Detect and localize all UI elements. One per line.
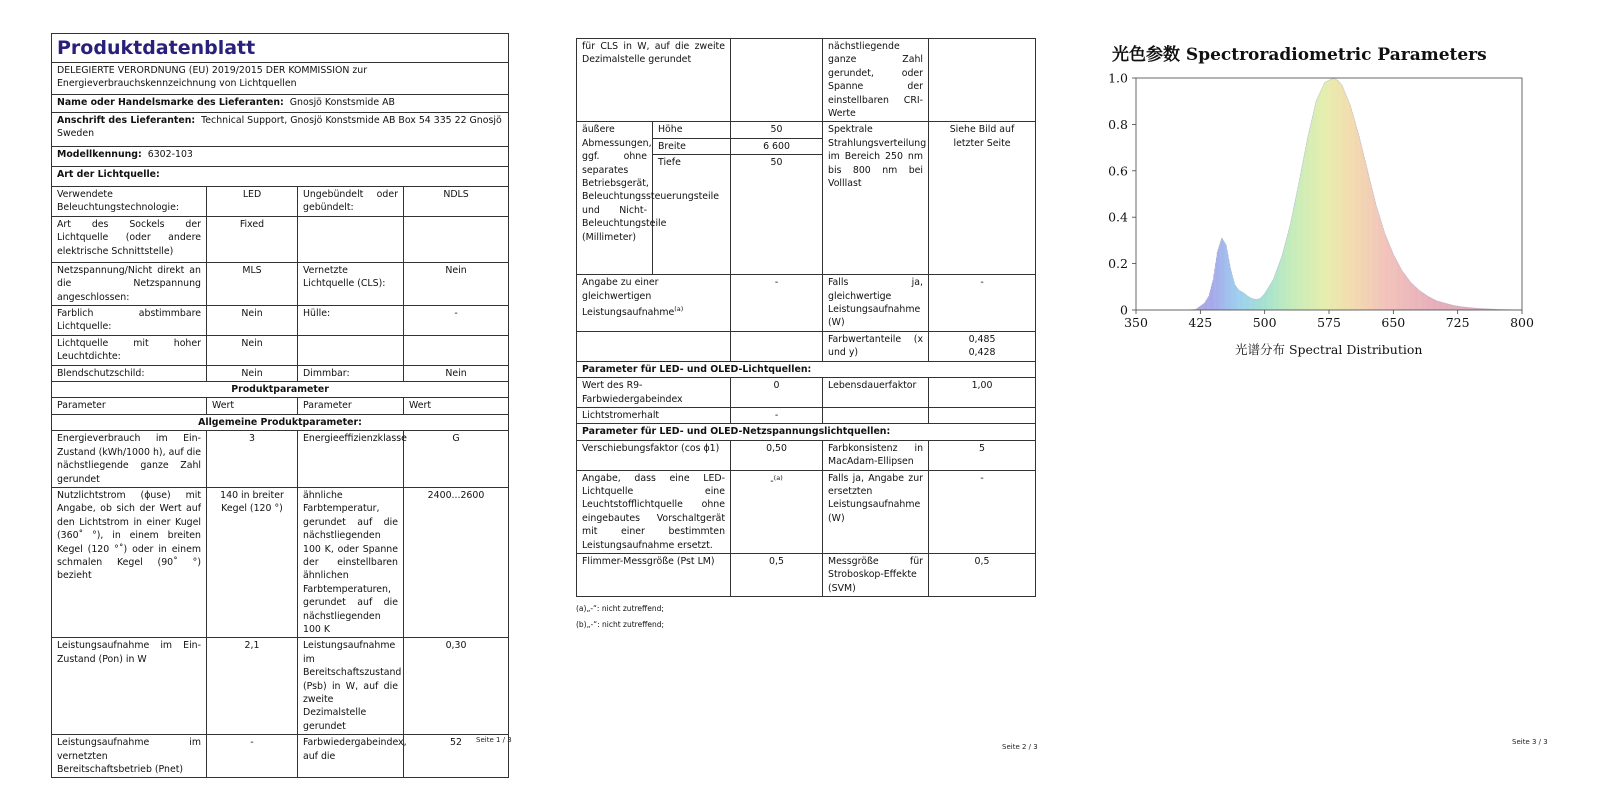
column-header: Parameter (52, 398, 207, 414)
color-coordinates-value (929, 331, 1036, 361)
cell: 52 (404, 735, 509, 778)
cell: LED (207, 187, 298, 217)
model-row (52, 147, 509, 167)
cell: Lichtquelle mit hoher Leuchtdichte: (52, 335, 207, 365)
cell (731, 39, 823, 122)
footnote-b: (b)„-“: nicht zutreffend; (576, 620, 665, 630)
y-tick-label: 0.6 (1108, 163, 1128, 179)
cell (298, 216, 404, 262)
cell (731, 331, 823, 361)
cell: 0,30 (404, 638, 509, 735)
cell (577, 331, 731, 361)
page-number-3: Seite 3 / 3 (1512, 738, 1548, 746)
mains-params-heading: Parameter für LED- und OLED-Netzspannungslichtquellen: (577, 424, 1036, 440)
dim-value-hoehe: 50 (731, 122, 823, 138)
cell: Ungebündelt oder gebündelt: (298, 187, 404, 217)
cell-value: - (770, 475, 774, 487)
cell: - (731, 407, 823, 423)
model-label: Modellkennung: (57, 149, 142, 160)
equivalent-power-label (577, 275, 731, 332)
cell: Nein (207, 306, 298, 336)
supplier-name-value: Gnosjö Konstsmide AB (289, 97, 395, 108)
page-1 (51, 0, 508, 778)
dimensions-label: äußere Abmessungen, ggf. ohne separates Betriebsgerät, Beleuchtungssteuerungsteile und Nicht-Beleuchtungsteile (Millimeter) (577, 122, 653, 275)
x-tick-label: 725 (1445, 315, 1470, 330)
cell: MLS (207, 262, 298, 305)
cell: Verwendete Beleuchtungstechnologie: (52, 187, 207, 217)
cell: Leistungsaufnahme im Bereitschaftszustand (Psb) in W, auf die zweite Dezimalstelle gerundet (298, 638, 404, 735)
model-value: 6302-103 (147, 149, 193, 160)
dim-label-tiefe: Tiefe (653, 155, 731, 275)
dim-label-breite: Breite (653, 138, 731, 154)
x-axis-label: 光谱分布 Spectral Distribution (1235, 342, 1423, 357)
cell: Fixed (207, 216, 298, 262)
color-x: 0,485 (968, 333, 996, 345)
supplier-name-row (52, 95, 509, 113)
cell: Farbkonsistenz in MacAdam-Ellipsen (823, 440, 929, 470)
y-tick-label: 1.0 (1108, 70, 1128, 86)
cell: 0,5 (731, 553, 823, 596)
cell: Blendschutzschild: (52, 365, 207, 381)
cell: 0,50 (731, 440, 823, 470)
cell: G (404, 431, 509, 488)
cell: - (929, 470, 1036, 553)
product-params-heading: Produktparameter (52, 382, 509, 398)
general-params-heading: Allgemeine Produktparameter: (52, 414, 509, 430)
y-tick-label: 0 (1120, 302, 1128, 318)
cell: 1,00 (929, 378, 1036, 408)
x-tick-label: 575 (1317, 315, 1341, 330)
cell: Falls ja, Angabe zur ersetzten Leistungsaufnahme (W) (823, 470, 929, 553)
cell: Wert des R9-Farbwiedergabeindex (577, 378, 731, 408)
cell: Farblich abstimmbare Lichtquelle: (52, 306, 207, 336)
cell: Vernetzte Lichtquelle (CLS): (298, 262, 404, 305)
regulation-text: DELEGIERTE VERORDNUNG (EU) 2019/2015 DER KOMMISSION zur Energieverbrauchskennzeichnung von Lichtquellen (52, 63, 509, 95)
supplier-address-row (52, 113, 509, 147)
cell: 3 (207, 431, 298, 488)
footnote-a: (a)„-“: nicht zutreffend; (576, 604, 664, 614)
supplier-name-label: Name oder Handelsmarke des Lieferanten: (57, 97, 284, 108)
cell: Art des Sockels der Lichtquelle (oder andere elektrische Schnittstelle) (52, 216, 207, 262)
cell: Nein (207, 335, 298, 365)
cell: 0,5 (929, 553, 1036, 596)
cell: Falls ja, gleichwertige Leistungsaufnahme (W) (823, 275, 929, 332)
cell: Farbwiedergabeindex, auf die (298, 735, 404, 778)
dim-value-tiefe: 50 (731, 155, 823, 275)
cell: Messgröße für Stroboskop-Effekte (SVM) (823, 553, 929, 596)
cell (404, 216, 509, 262)
chart-title: 光色参数 Spectroradiometric Parameters (1112, 45, 1487, 65)
dim-value-breite: 6 600 (731, 138, 823, 154)
cell: nächstliegende ganze Zahl gerundet, oder Spanne der einstellbaren CRI-Werte (823, 39, 929, 122)
cell: 140 in breiter Kegel (120 °) (207, 487, 298, 637)
y-tick-label: 0.8 (1108, 116, 1128, 132)
color-y: 0,428 (968, 347, 996, 359)
cell: - (929, 275, 1036, 332)
equivalent-power-text: Angabe zu einer gleichwertigen Leistungsaufnahme (582, 277, 675, 319)
page-number-1: Seite 1 / 3 (476, 736, 512, 744)
datasheet-continuation-table (576, 38, 1036, 597)
cell: Lichtstromerhalt (577, 407, 731, 423)
column-header: Wert (207, 398, 298, 414)
x-tick-label: 800 (1510, 315, 1534, 330)
cell: Leistungsaufnahme im Ein-Zustand (Pon) in W (52, 638, 207, 735)
cell (823, 407, 929, 423)
supplier-address-value: Technical Support, Gnosjö Konstsmide AB Box 54 335 22 Gnosjö Sweden (57, 115, 502, 140)
cell: ähnliche Farbtemperatur, gerundet auf die nächstliegenden 100 K, oder Spanne der einstellbaren ähnlichen Farbtemperaturen, gerundet auf die nächstliegenden 100 K (298, 487, 404, 637)
cell: Hülle: (298, 306, 404, 336)
cell: Leistungsaufnahme im vernetzten Bereitschaftsbetrieb (Pnet) (52, 735, 207, 778)
cell: 5 (929, 440, 1036, 470)
column-header: Parameter (298, 398, 404, 414)
cell (929, 407, 1036, 423)
cell: - (731, 275, 823, 332)
spectral-label: Spektrale Strahlungsverteilung im Bereich 250 nm bis 800 nm bei Volllast (823, 122, 929, 275)
cell: Verschiebungsfaktor (cos ϕ1) (577, 440, 731, 470)
cell: 2400...2600 (404, 487, 509, 637)
cell: für CLS in W, auf die zweite Dezimalstelle gerundet (577, 39, 731, 122)
cell: Dimmbar: (298, 365, 404, 381)
cell: Netzspannung/Nicht direkt an die Netzspannung angeschlossen: (52, 262, 207, 305)
led-params-heading: Parameter für LED- und OLED-Lichtquellen: (577, 361, 1036, 377)
y-tick-label: 0.4 (1108, 209, 1128, 225)
cell: Nein (404, 262, 509, 305)
cell: Energieeffizienzklasse (298, 431, 404, 488)
cell: 2,1 (207, 638, 298, 735)
cell: Nutzlichtstrom (ɸuse) mit Angabe, ob sich der Wert auf den Lichtstrom in einer Kugel (360˚ °), in einem breiten Kegel (120 °˚) oder in einem schmalen Kegel (90˚ °) bezieht (52, 487, 207, 637)
x-tick-label: 650 (1381, 315, 1406, 330)
product-datasheet-table (51, 33, 509, 778)
cell: Energieverbrauch im Ein-Zustand (kWh/1000 h), auf die nächstliegende ganze Zahl gerundet (52, 431, 207, 488)
cell: - (404, 306, 509, 336)
cell: 0 (731, 378, 823, 408)
column-header: Wert (404, 398, 509, 414)
x-tick-label: 425 (1188, 315, 1213, 330)
x-tick-label: 350 (1124, 315, 1148, 330)
cell (404, 335, 509, 365)
supplier-address-label: Anschrift des Lieferanten: (57, 115, 196, 126)
cell: Flimmer-Messgröße (Pst LM) (577, 553, 731, 596)
page-title: Produktdatenblatt (52, 34, 509, 63)
page-number-2: Seite 2 / 3 (1002, 743, 1038, 751)
cell: Nein (207, 365, 298, 381)
page-2 (576, 0, 1035, 633)
cell: Nein (404, 365, 509, 381)
spectral-value: Siehe Bild auf letzter Seite (929, 122, 1036, 275)
footnote-marker: (a) (674, 305, 684, 314)
cell (929, 39, 1036, 122)
cell: Lebensdauerfaktor (823, 378, 929, 408)
cell: - (207, 735, 298, 778)
cell (298, 335, 404, 365)
dim-label-hoehe: Höhe (653, 122, 731, 138)
cell (731, 470, 823, 553)
footnote-marker: (a) (773, 473, 783, 482)
cell: Angabe, dass eine LED-Lichtquelle eine Leuchtstofflichtquelle ohne eingebautes Vorschaltgerät mit einer bestimmten Leistungsaufnahme ersetzt. (577, 470, 731, 553)
color-coordinates-label: Farbwertanteile (x und y) (823, 331, 929, 361)
light-source-type-heading: Art der Lichtquelle: (52, 167, 509, 187)
cell: NDLS (404, 187, 509, 217)
y-tick-label: 0.2 (1108, 256, 1128, 272)
x-tick-label: 500 (1252, 315, 1277, 330)
